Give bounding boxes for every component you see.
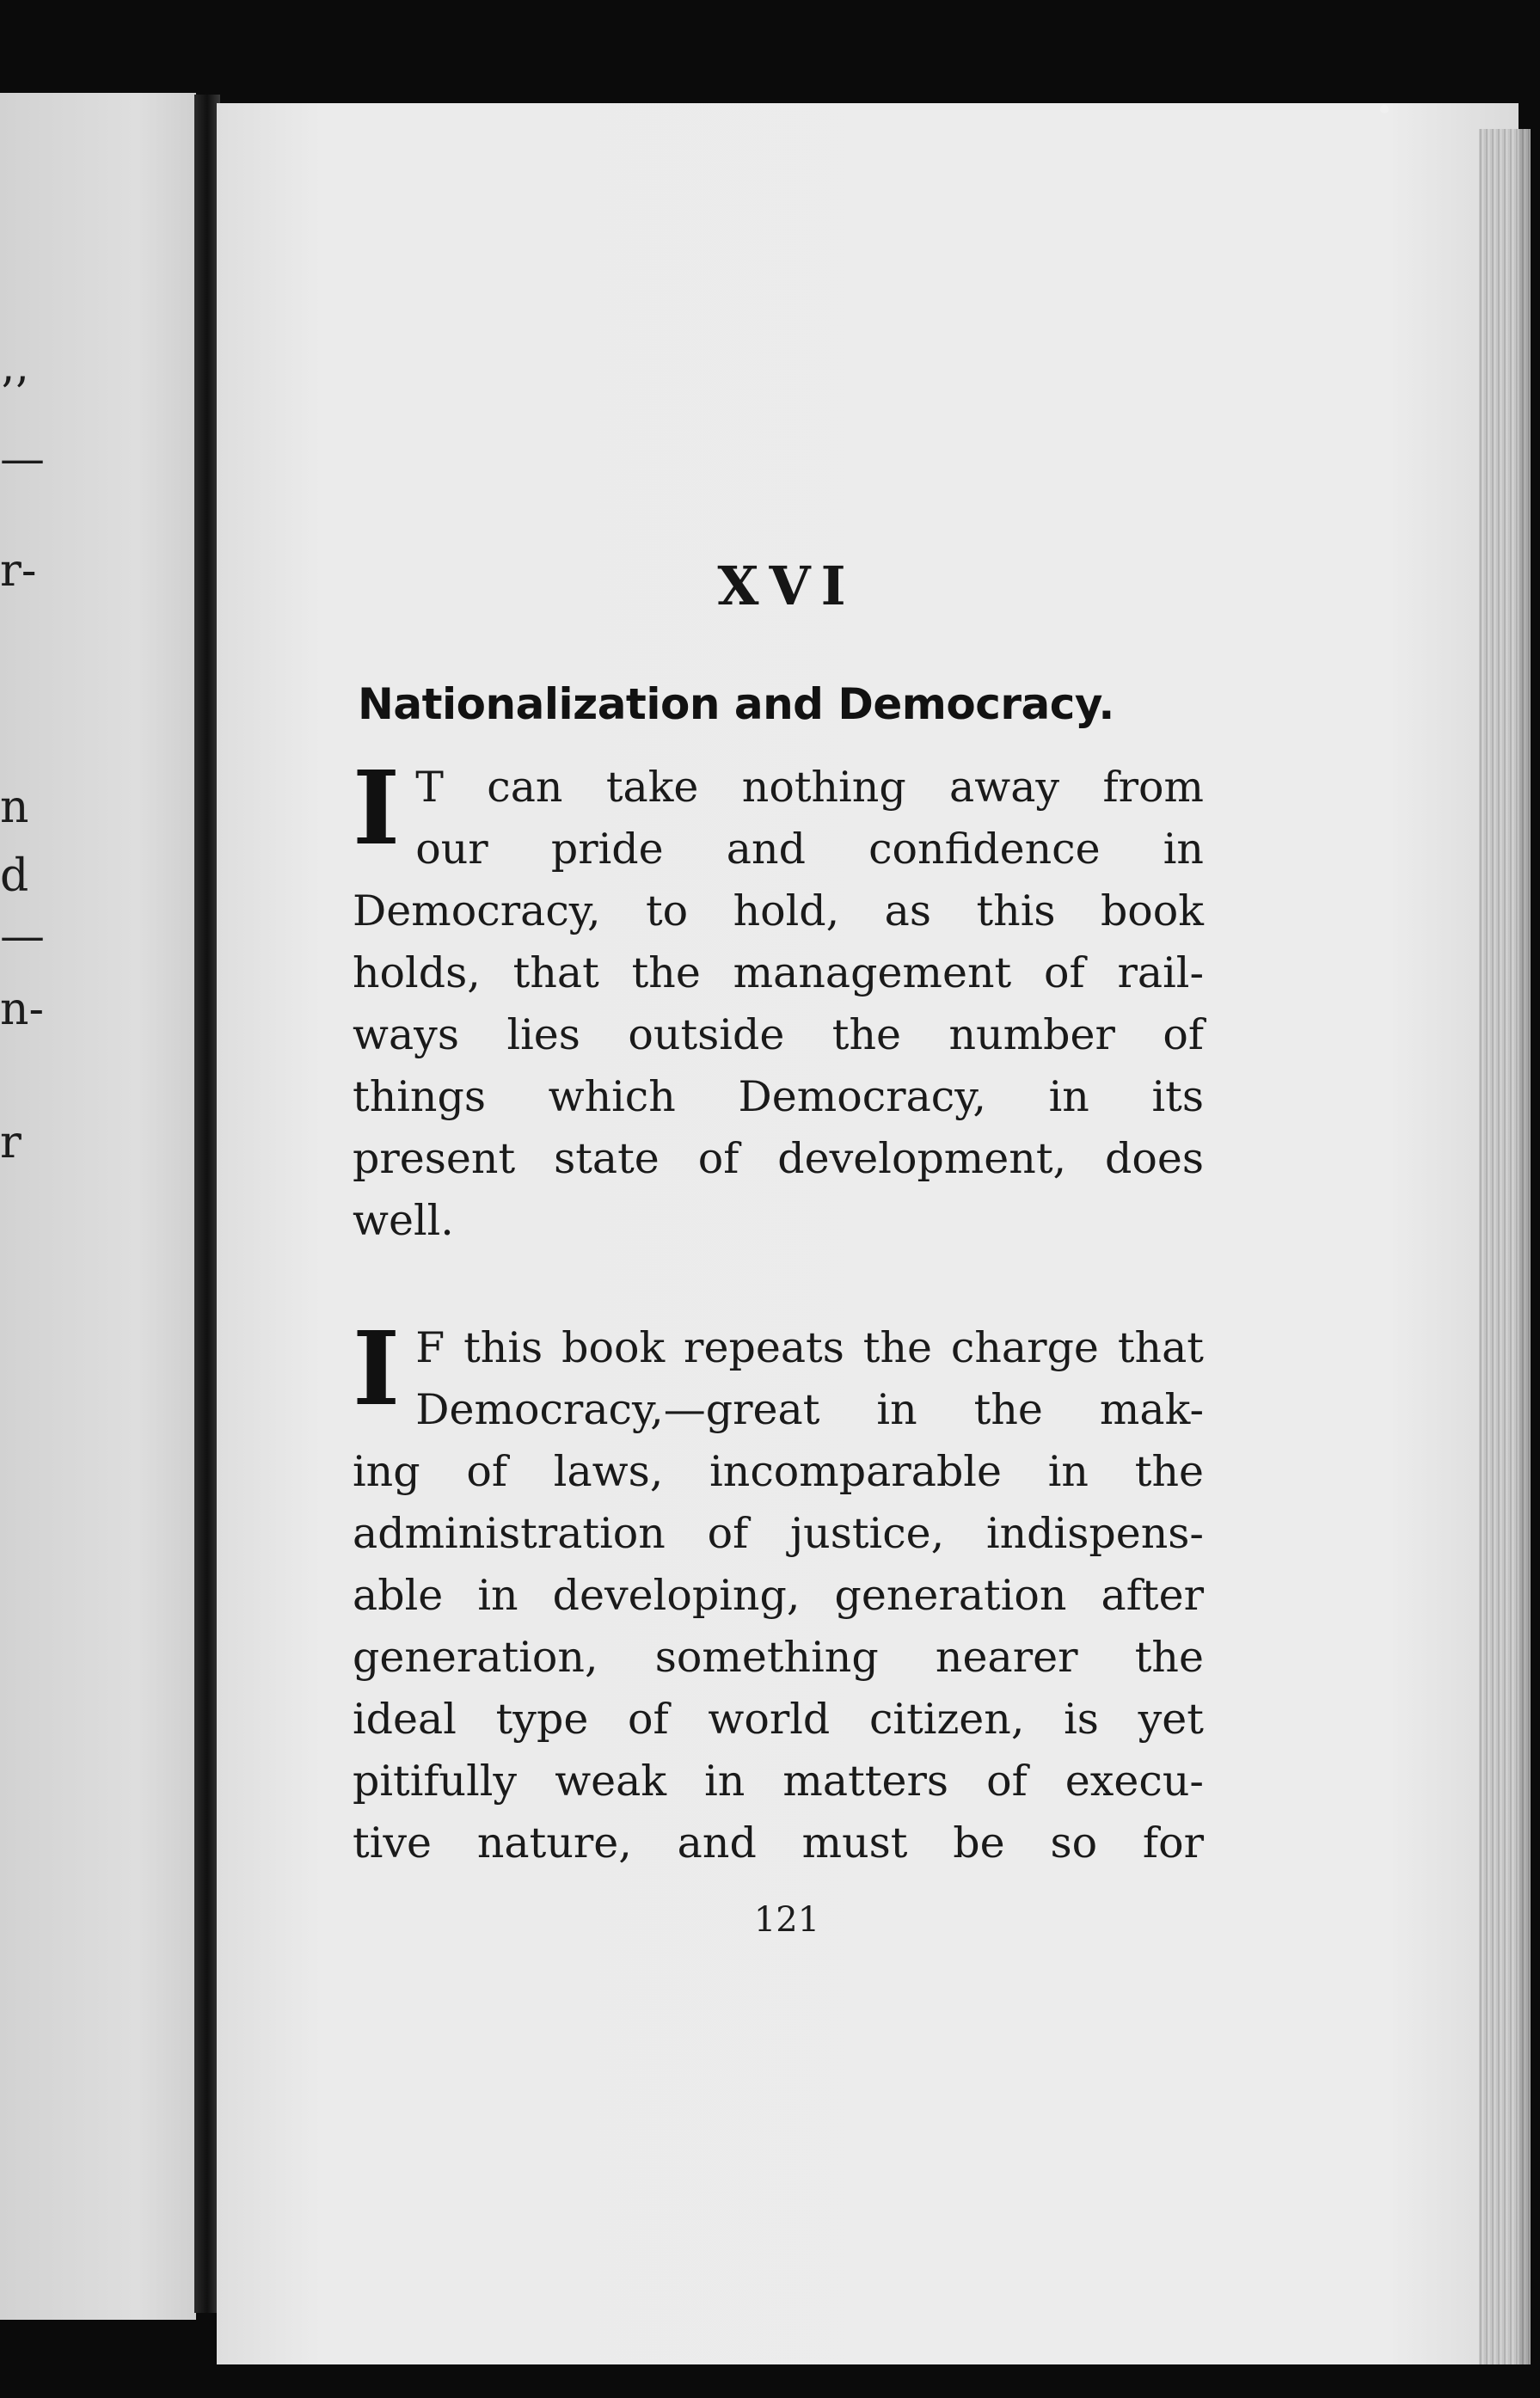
text-line: T can take nothing away from [415, 763, 1204, 812]
chapter-number: XVI [717, 555, 856, 617]
paragraph [353, 748, 1204, 1252]
page-number: 121 [753, 1900, 820, 1940]
text-line: administration of justice, indispens- [353, 1509, 1204, 1558]
text-line: holds, that the management of rail- [353, 948, 1204, 997]
text-line: ways lies outside the number of [353, 1010, 1204, 1059]
left-page-fragment: n- [0, 984, 45, 1035]
text-line: present state of development, does [353, 1134, 1204, 1183]
text-line: ing of laws, incomparable in the [353, 1447, 1204, 1496]
text-line: well. [353, 1196, 454, 1245]
text-line: ideal type of world citizen, is yet [353, 1695, 1204, 1744]
left-page-fragment: — [0, 433, 45, 485]
text-line: our pride and confidence in [415, 825, 1204, 874]
text-line: able in developing, generation after [353, 1571, 1204, 1620]
text-line: Democracy,—great in the mak- [415, 1385, 1204, 1434]
text-line: F this book repeats the charge that [415, 1323, 1204, 1372]
left-page-fragment: r- [0, 545, 37, 597]
left-page-fragment: ’’ [0, 369, 29, 420]
scan-speck [1380, 105, 1389, 113]
text-line: tive nature, and must be so for [353, 1818, 1204, 1867]
paragraph [353, 1309, 1204, 1874]
left-page [0, 93, 196, 2320]
left-page-fragment: d [0, 850, 29, 902]
text-line: Democracy, to hold, as this book [353, 886, 1204, 935]
text-line: things which Democracy, in its [353, 1072, 1204, 1121]
text-line: pitifully weak in matters of execu- [353, 1757, 1204, 1806]
left-page-fragment: r [0, 1117, 21, 1168]
drop-cap: I [353, 1309, 401, 1428]
left-page-fragment: — [0, 911, 45, 962]
text-line: generation, something nearer the [353, 1633, 1204, 1682]
page-edge [1479, 129, 1531, 2364]
chapter-title: Nationalization and Democracy. [358, 679, 1114, 729]
drop-cap: I [353, 748, 401, 868]
left-page-fragment: n [0, 782, 29, 833]
